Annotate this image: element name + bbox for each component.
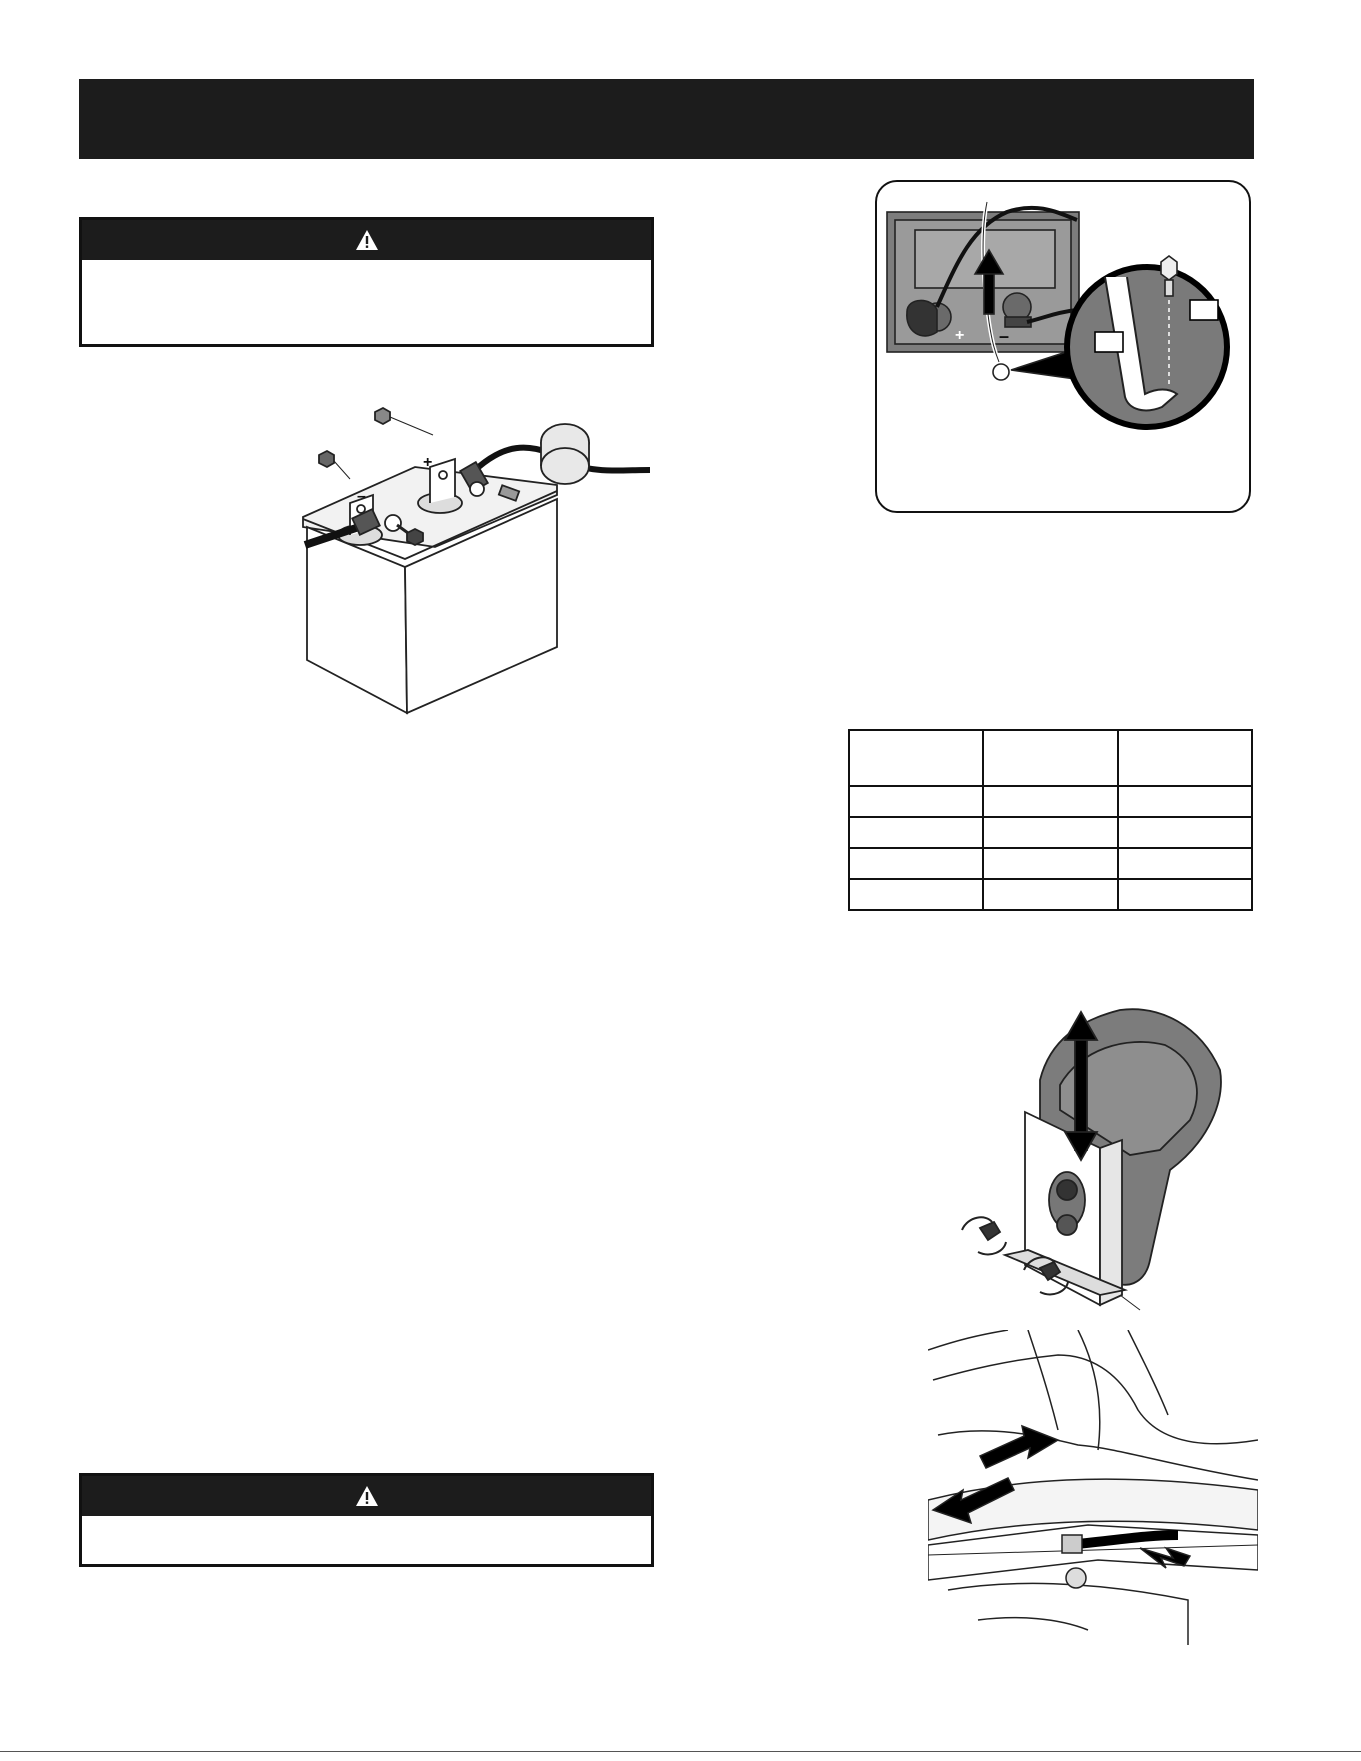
- table-cell: [1118, 817, 1252, 848]
- table-cell: [983, 817, 1117, 848]
- table-row: [849, 786, 1252, 817]
- positive-terminal-label: +: [423, 454, 433, 471]
- table-cell: [849, 786, 983, 817]
- table-cell: [1118, 879, 1252, 910]
- warning-text: [82, 1516, 651, 1536]
- table-cell: [983, 786, 1117, 817]
- negative-terminal-label: –: [357, 488, 366, 505]
- battery-compartment-panel: [875, 180, 1251, 513]
- warning-text: [82, 260, 651, 280]
- panel-positive-label: +: [955, 327, 965, 344]
- table-row: [849, 879, 1252, 910]
- warning-header: [82, 220, 651, 260]
- table-row: [849, 848, 1252, 879]
- table-header-cell: [1118, 730, 1252, 786]
- footer-rule: [0, 1751, 1361, 1752]
- page-header-bar: [79, 79, 1254, 159]
- table-header-cell: [983, 730, 1117, 786]
- battery-illustration: [295, 395, 675, 725]
- warning-header: [82, 1476, 651, 1516]
- table-cell: [1118, 786, 1252, 817]
- spec-table: [848, 729, 1253, 911]
- table-cell: [849, 879, 983, 910]
- table-cell: [983, 848, 1117, 879]
- panel-negative-label: –: [999, 326, 1010, 346]
- seat-adjust-illustration: [950, 1000, 1260, 1320]
- warning-box-top: [79, 217, 654, 347]
- table-cell: [849, 817, 983, 848]
- table-cell: [983, 879, 1117, 910]
- warning-triangle-icon: [355, 1485, 379, 1507]
- warning-box-bottom: [79, 1473, 654, 1567]
- table-cell: [1118, 848, 1252, 879]
- battery-compartment-illustration: [877, 182, 1251, 513]
- table-cell: [849, 848, 983, 879]
- table-header-row: [849, 730, 1252, 786]
- warning-triangle-icon: [355, 229, 379, 251]
- table-row: [849, 817, 1252, 848]
- table-header-cell: [849, 730, 983, 786]
- seat-slide-illustration: [928, 1330, 1258, 1645]
